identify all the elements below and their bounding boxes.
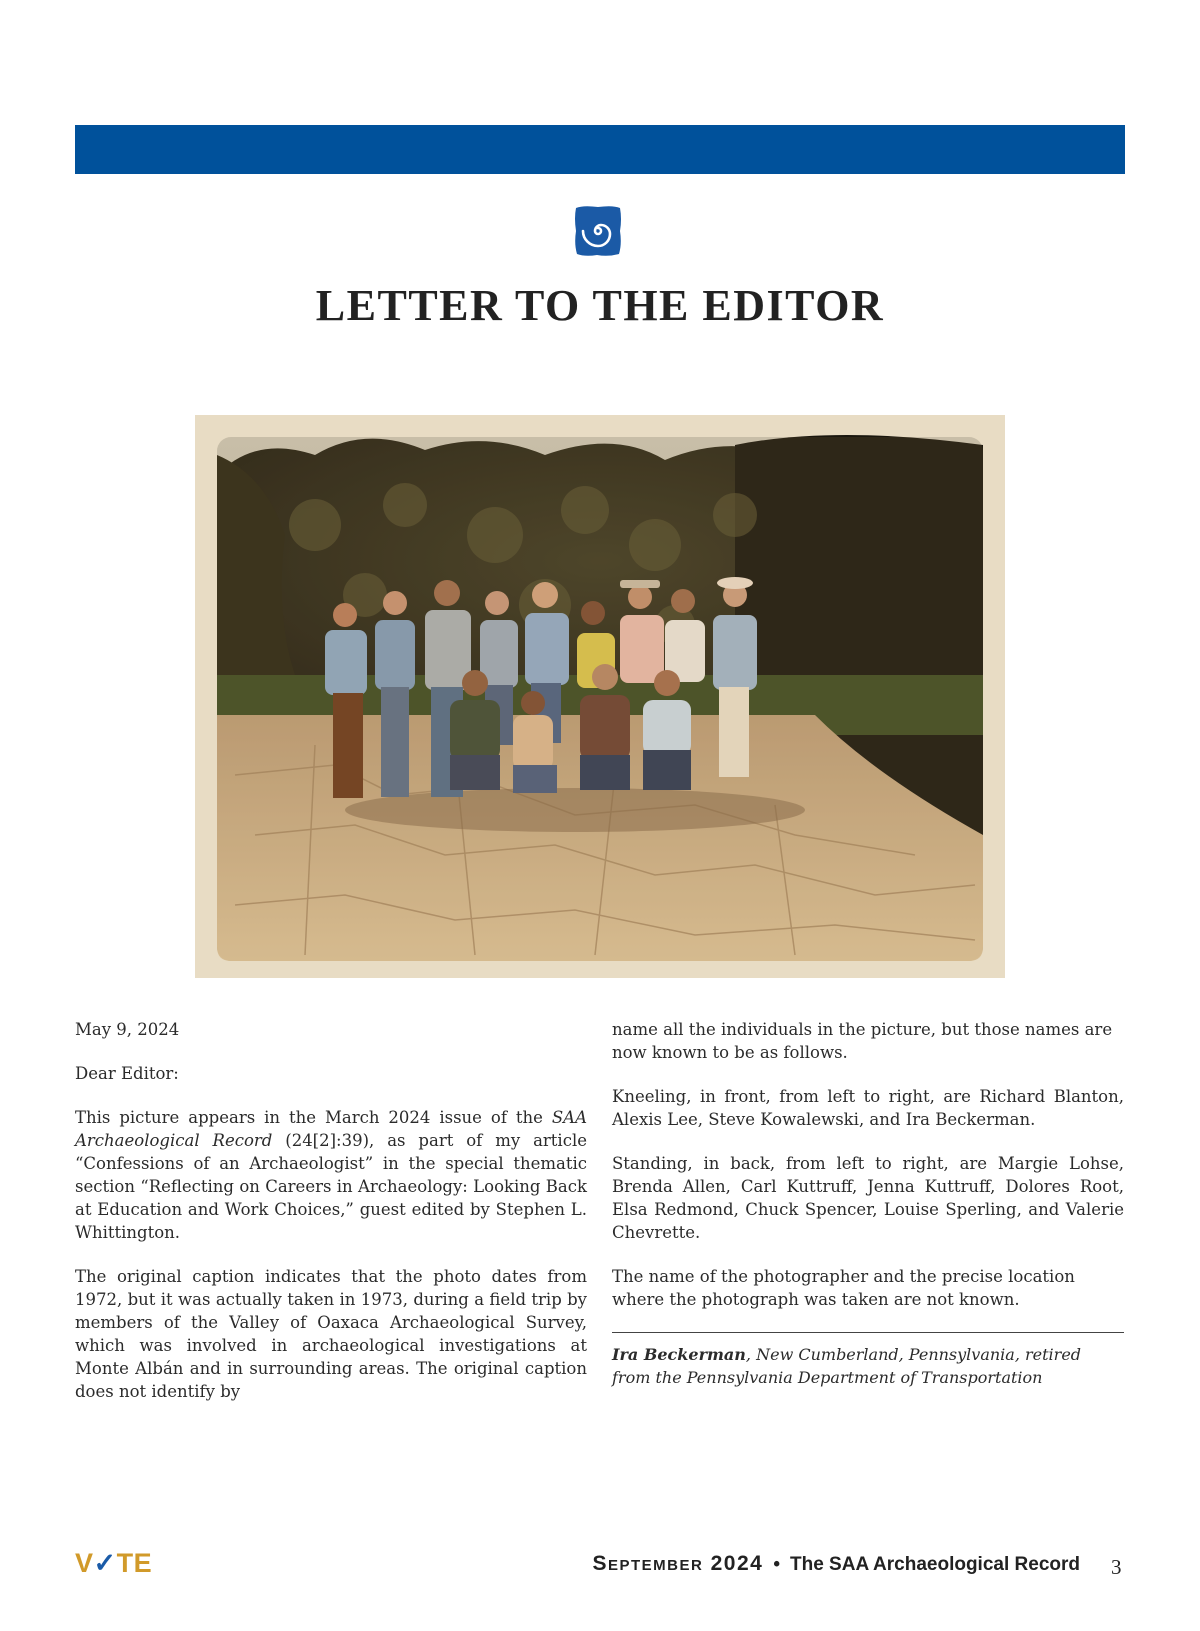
- page-title: LETTER TO THE EDITOR: [315, 281, 885, 330]
- vote-logo[interactable]: [75, 1548, 152, 1579]
- vote-logo-te: TE: [116, 1548, 153, 1578]
- group-photo: [195, 415, 1005, 978]
- vote-logo-v: V: [75, 1548, 94, 1578]
- letter-paragraph-2: The original caption indicates that the photo dates from 1972, but it was actually taken in 1973, during a field trip by members of the Valley of Oaxaca Archaeological Survey, which was involved in archaeological investigations at Monte Albán and in surrounding areas. The original caption does not identify by: [75, 1267, 587, 1401]
- byline-divider: [612, 1332, 1124, 1333]
- letter-paragraph-standing: Standing, in back, from left to right, are Margie Lohse, Brenda Allen, Carl Kuttruff, Jenna Kuttruff, Dolores Root, Elsa Redmond, Chuck Spencer, Louise Sperling, and Valerie Chevrette.: [612, 1154, 1124, 1242]
- letter-paragraph-photographer: The name of the photographer and the precise location where the photograph was taken are not known.: [612, 1267, 1075, 1309]
- checkmark-icon: ✓: [93, 1548, 117, 1578]
- footer-publication-info: [592, 1552, 1080, 1576]
- letter-salutation: Dear Editor:: [75, 1064, 179, 1083]
- letter-date: May 9, 2024: [75, 1020, 180, 1039]
- author-affiliation: , New Cumberland, Pennsylvania, retired from the Pennsylvania Department of Transportation: [612, 1345, 1082, 1387]
- letter-paragraph-kneeling: Kneeling, in front, from left to right, are Richard Blanton, Alexis Lee, Steve Kowalewski, and Ira Beckerman.: [612, 1087, 1124, 1129]
- footer-separator: •: [773, 1554, 780, 1575]
- letter-column-right: [612, 1018, 1124, 1389]
- footer-issue-date: September 2024: [592, 1552, 764, 1575]
- letter-paragraph-2-continued: name all the individuals in the picture, but those names are now known to be as follows.: [612, 1020, 1113, 1062]
- author-name: Ira Beckerman: [612, 1345, 746, 1364]
- saa-spiral-logo-icon: [573, 204, 623, 258]
- page-number: 3: [1111, 1555, 1122, 1579]
- footer-publication-name: The SAA Archaeological Record: [790, 1554, 1080, 1575]
- journal-title: SAA Archaeological Record: [75, 1108, 587, 1150]
- letter-paragraph-1-end: (24[2]:39), as part of my article “Confessions of an Archaeologist” in the special thematic section “Reflecting on Careers in Archaeology: Looking Back at Education and Work Choices,” guest edited by Stephen L. Whittington.: [75, 1131, 587, 1242]
- letter-column-left: [75, 1018, 587, 1424]
- author-byline: [612, 1343, 1124, 1389]
- letter-paragraph-1-start: This picture appears in the March 2024 issue of the: [75, 1108, 552, 1127]
- letter-paragraph-1: [75, 1106, 587, 1244]
- header-color-bar: [75, 125, 1125, 174]
